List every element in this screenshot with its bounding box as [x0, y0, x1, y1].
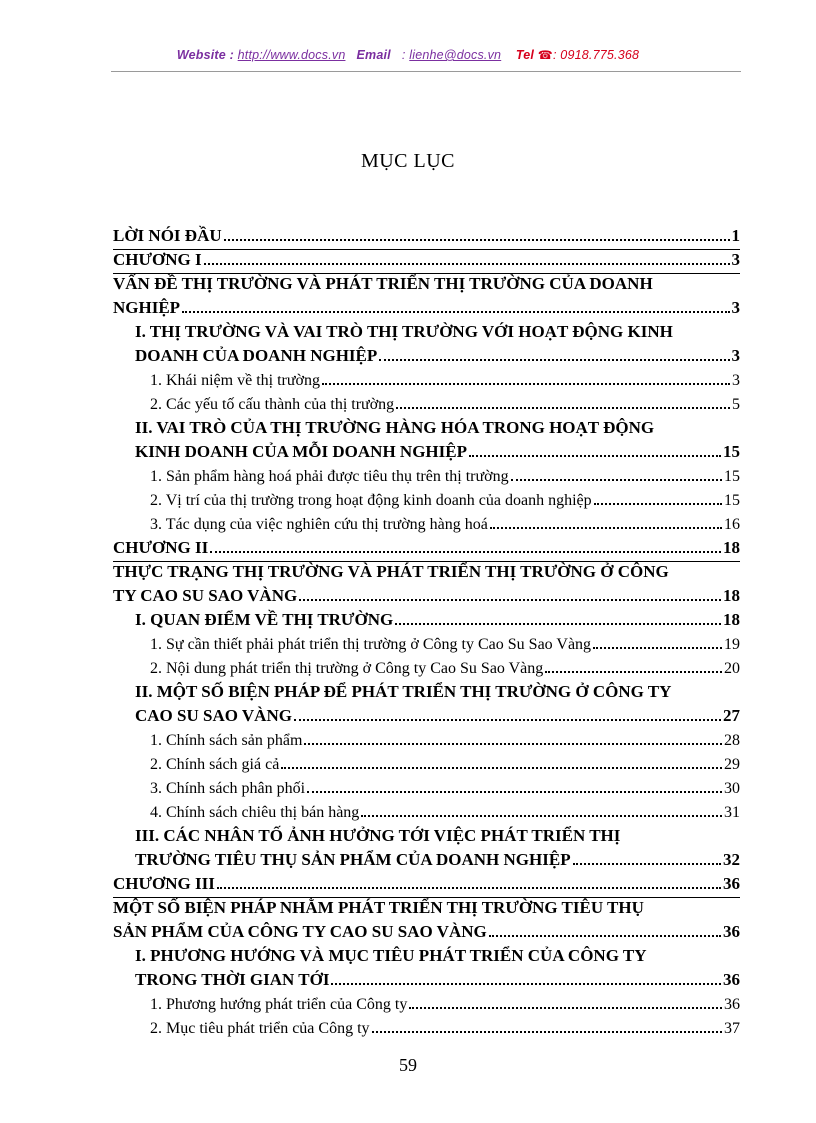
toc-page-number: 18: [723, 586, 740, 605]
toc-page-number: 32: [723, 850, 740, 869]
toc-entry-section-3-1[interactable]: [113, 945, 740, 969]
toc-entry-title: 2. Nội dung phát triển thị trường ở Công ty Cao Su Sao Vàng: [150, 660, 544, 677]
dot-leader: [217, 887, 721, 889]
toc-page-number: 19: [724, 636, 740, 653]
toc-entry-title: LỜI NÓI ĐẦU: [113, 226, 222, 245]
toc-entry-title: 1. Phương hướng phát triển của Công ty: [150, 996, 408, 1013]
toc-entry-chapter-1-title[interactable]: [113, 273, 740, 297]
toc-entry-subsection-1-2-2[interactable]: [113, 489, 740, 513]
toc-page-number: 30: [724, 780, 740, 797]
toc-entry-title: II. VAI TRÒ CỦA THỊ TRƯỜNG HÀNG HÓA TRONG HOẠT ĐỘNG: [135, 418, 655, 437]
dot-leader: [395, 623, 721, 625]
toc-page-number: 15: [724, 468, 740, 485]
email-separator: :: [401, 48, 406, 62]
website-label: Website :: [176, 48, 234, 62]
toc-page-number: 18: [723, 610, 740, 629]
dot-leader: [396, 407, 730, 409]
toc-page-number: 31: [724, 804, 740, 821]
toc-entry-title: II. MỘT SỐ BIỆN PHÁP ĐỂ PHÁT TRIỂN THỊ TRƯỜNG Ở CÔNG TY: [135, 682, 672, 701]
dot-leader: [299, 599, 721, 601]
header-rule: [111, 71, 741, 72]
toc-entry-title: 3. Chính sách phân phối: [150, 780, 306, 797]
row-underline: [113, 897, 740, 898]
toc-entry-subsection-1-1-1[interactable]: [113, 369, 740, 393]
toc-page-number: 3: [731, 250, 740, 269]
row-underline: [113, 273, 740, 274]
toc-entry-title: I. PHƯƠNG HƯỚNG VÀ MỤC TIÊU PHÁT TRIỂN CỦA CÔNG TY: [135, 946, 647, 965]
toc-entry-subsection-3-1-1[interactable]: [113, 993, 740, 1017]
dot-leader: [489, 935, 721, 937]
toc-entry-section-2-1[interactable]: [113, 609, 740, 633]
toc-page-number: 29: [724, 756, 740, 773]
toc-entry-intro[interactable]: [113, 225, 740, 249]
toc-entry-chapter-1-title-cont[interactable]: [113, 297, 740, 321]
dot-leader: [593, 647, 722, 649]
toc-entry-section-2-2-cont[interactable]: [113, 705, 740, 729]
toc-page-number: 20: [724, 660, 740, 677]
dot-leader: [304, 743, 722, 745]
toc-entry-title: VẤN ĐỀ THỊ TRƯỜNG VÀ PHÁT TRIỂN THỊ TRƯỜNG CỦA DOANH: [113, 274, 653, 293]
toc-page-number: 18: [723, 538, 740, 557]
toc-entry-title: I. QUAN ĐIỂM VỀ THỊ TRƯỜNG: [135, 610, 394, 629]
toc-entry-title: 1. Khái niệm về thị trường: [150, 372, 320, 389]
dot-leader: [545, 671, 722, 673]
toc-entry-title: 4. Chính sách chiêu thị bán hàng: [150, 804, 360, 821]
toc-page-number: 3: [731, 346, 740, 365]
row-underline: [113, 561, 740, 562]
toc-entry-section-2-2[interactable]: [113, 681, 740, 705]
toc-entry-title: 2. Mục tiêu phát triển của Công ty: [150, 1020, 370, 1037]
toc-entry-title: THỰC TRẠNG THỊ TRƯỜNG VÀ PHÁT TRIỂN THỊ TRƯỜNG Ở CÔNG: [113, 562, 669, 581]
toc-entry-chapter-1[interactable]: [113, 249, 740, 273]
toc-entry-section-2-3-cont[interactable]: [113, 849, 740, 873]
toc-entry-section-1-2[interactable]: [113, 417, 740, 441]
email-link[interactable]: lienhe@docs.vn: [409, 48, 502, 62]
toc-entry-subsection-2-2-4[interactable]: [113, 801, 740, 825]
toc-entry-subsection-3-1-2[interactable]: [113, 1017, 740, 1041]
toc-entry-chapter-3-title-cont[interactable]: [113, 921, 740, 945]
dot-leader: [573, 863, 721, 865]
toc-entry-title: 1. Chính sách sản phẩm: [150, 732, 303, 749]
toc-entry-section-1-2-cont[interactable]: [113, 441, 740, 465]
dot-leader: [224, 239, 730, 241]
website-link[interactable]: http://www.docs.vn: [237, 48, 346, 62]
toc-entry-title: 1. Sự cần thiết phải phát triển thị trường ở Công ty Cao Su Sao Vàng: [150, 636, 592, 653]
dot-leader: [372, 1031, 722, 1033]
toc-entry-title: TRONG THỜI GIAN TỚI: [135, 970, 330, 989]
toc-entry-title: TY CAO SU SAO VÀNG: [113, 586, 298, 605]
toc-page-number: 3: [732, 372, 740, 389]
dot-leader: [322, 383, 730, 385]
toc-entry-subsection-2-1-2[interactable]: [113, 657, 740, 681]
toc-entry-title: I. THỊ TRƯỜNG VÀ VAI TRÒ THỊ TRƯỜNG VỚI HOẠT ĐỘNG KINH: [135, 322, 673, 341]
dot-leader: [281, 767, 722, 769]
toc-page-number: 15: [723, 442, 740, 461]
toc-entry-section-2-3[interactable]: [113, 825, 740, 849]
toc-entry-chapter-2[interactable]: [113, 537, 740, 561]
toc-entry-title: MỘT SỐ BIỆN PHÁP NHẰM PHÁT TRIỂN THỊ TRƯỜNG TIÊU THỤ: [113, 898, 644, 917]
dot-leader: [361, 815, 722, 817]
toc-entry-title: CHƯƠNG I: [113, 250, 202, 269]
toc-entry-title: KINH DOANH CỦA MỖI DOANH NGHIỆP: [135, 442, 467, 461]
dot-leader: [469, 455, 721, 457]
dot-leader: [379, 359, 729, 361]
dot-leader: [307, 791, 722, 793]
toc-entry-chapter-3[interactable]: [113, 873, 740, 897]
email-label: Email: [356, 48, 391, 62]
toc-page-number: 36: [723, 922, 740, 941]
toc-entry-title: 3. Tác dụng của việc nghiên cứu thị trường hàng hoá: [150, 516, 488, 533]
dot-leader: [331, 983, 721, 985]
toc-entry-title: 2. Chính sách giá cả: [150, 756, 280, 773]
dot-leader: [182, 311, 729, 313]
row-underline: [113, 249, 740, 250]
toc-entry-title: III. CÁC NHÂN TỐ ẢNH HƯỞNG TỚI VIỆC PHÁT TRIỂN THỊ: [135, 826, 621, 845]
toc-page-number: 27: [723, 706, 740, 725]
phone-number: : 0918.775.368: [552, 48, 640, 62]
toc-page-number: 16: [724, 516, 740, 533]
toc-entry-subsection-2-1-1[interactable]: [113, 633, 740, 657]
dot-leader: [294, 719, 721, 721]
dot-leader: [594, 503, 722, 505]
toc-page-number: 36: [723, 874, 740, 893]
phone-icon: ☎: [537, 48, 553, 62]
toc-entry-subsection-2-2-2[interactable]: [113, 753, 740, 777]
toc-page-number: 36: [723, 970, 740, 989]
page-header: [0, 48, 816, 62]
toc-entry-subsection-2-2-3[interactable]: [113, 777, 740, 801]
toc-entry-title: CHƯƠNG III: [113, 874, 215, 893]
toc-entry-title: CHƯƠNG II: [113, 538, 209, 557]
toc-entry-subsection-1-2-1[interactable]: [113, 465, 740, 489]
page-title: MỤC LỤC: [360, 150, 456, 172]
dot-leader: [409, 1007, 722, 1009]
dot-leader: [204, 263, 730, 265]
toc-page-number: 15: [724, 492, 740, 509]
toc-entry-title: TRƯỜNG TIÊU THỤ SẢN PHẨM CỦA DOANH NGHIỆP: [135, 850, 571, 869]
page-number: 59: [399, 1055, 417, 1075]
toc-page-number: 37: [724, 1020, 740, 1037]
toc-entry-section-1-1[interactable]: [113, 321, 740, 345]
toc-entry-title: SẢN PHẨM CỦA CÔNG TY CAO SU SAO VÀNG: [113, 922, 487, 941]
dot-leader: [490, 527, 722, 529]
toc-entry-section-3-1-cont[interactable]: [113, 969, 740, 993]
toc-entry-chapter-2-title-cont[interactable]: [113, 585, 740, 609]
toc-page-number: 5: [732, 396, 740, 413]
toc-entry-chapter-3-title[interactable]: [113, 897, 740, 921]
toc-entry-section-1-1-cont[interactable]: [113, 345, 740, 369]
toc-entry-subsection-2-2-1[interactable]: [113, 729, 740, 753]
dot-leader: [511, 479, 722, 481]
toc-page-number: 28: [724, 732, 740, 749]
toc-page-number: 1: [731, 226, 740, 245]
toc-entry-subsection-1-2-3[interactable]: [113, 513, 740, 537]
toc-entry-title: 2. Các yếu tố cấu thành của thị trường: [150, 396, 395, 413]
toc-entry-subsection-1-1-2[interactable]: [113, 393, 740, 417]
tel-label: Tel: [515, 48, 535, 62]
toc-page-number: 3: [731, 298, 740, 317]
toc-entry-title: 1. Sản phẩm hàng hoá phải được tiêu thụ trên thị trường: [150, 468, 509, 485]
toc-entry-title: CAO SU SAO VÀNG: [135, 706, 292, 725]
toc-entry-title: NGHIỆP: [113, 298, 181, 317]
toc-entry-title: DOANH CỦA DOANH NGHIỆP: [135, 346, 378, 365]
toc-entry-chapter-2-title[interactable]: [113, 561, 740, 585]
toc-entry-title: 2. Vị trí của thị trường trong hoạt động kinh doanh của doanh nghiệp: [150, 492, 592, 509]
toc-page-number: 36: [724, 996, 740, 1013]
dot-leader: [210, 551, 721, 553]
